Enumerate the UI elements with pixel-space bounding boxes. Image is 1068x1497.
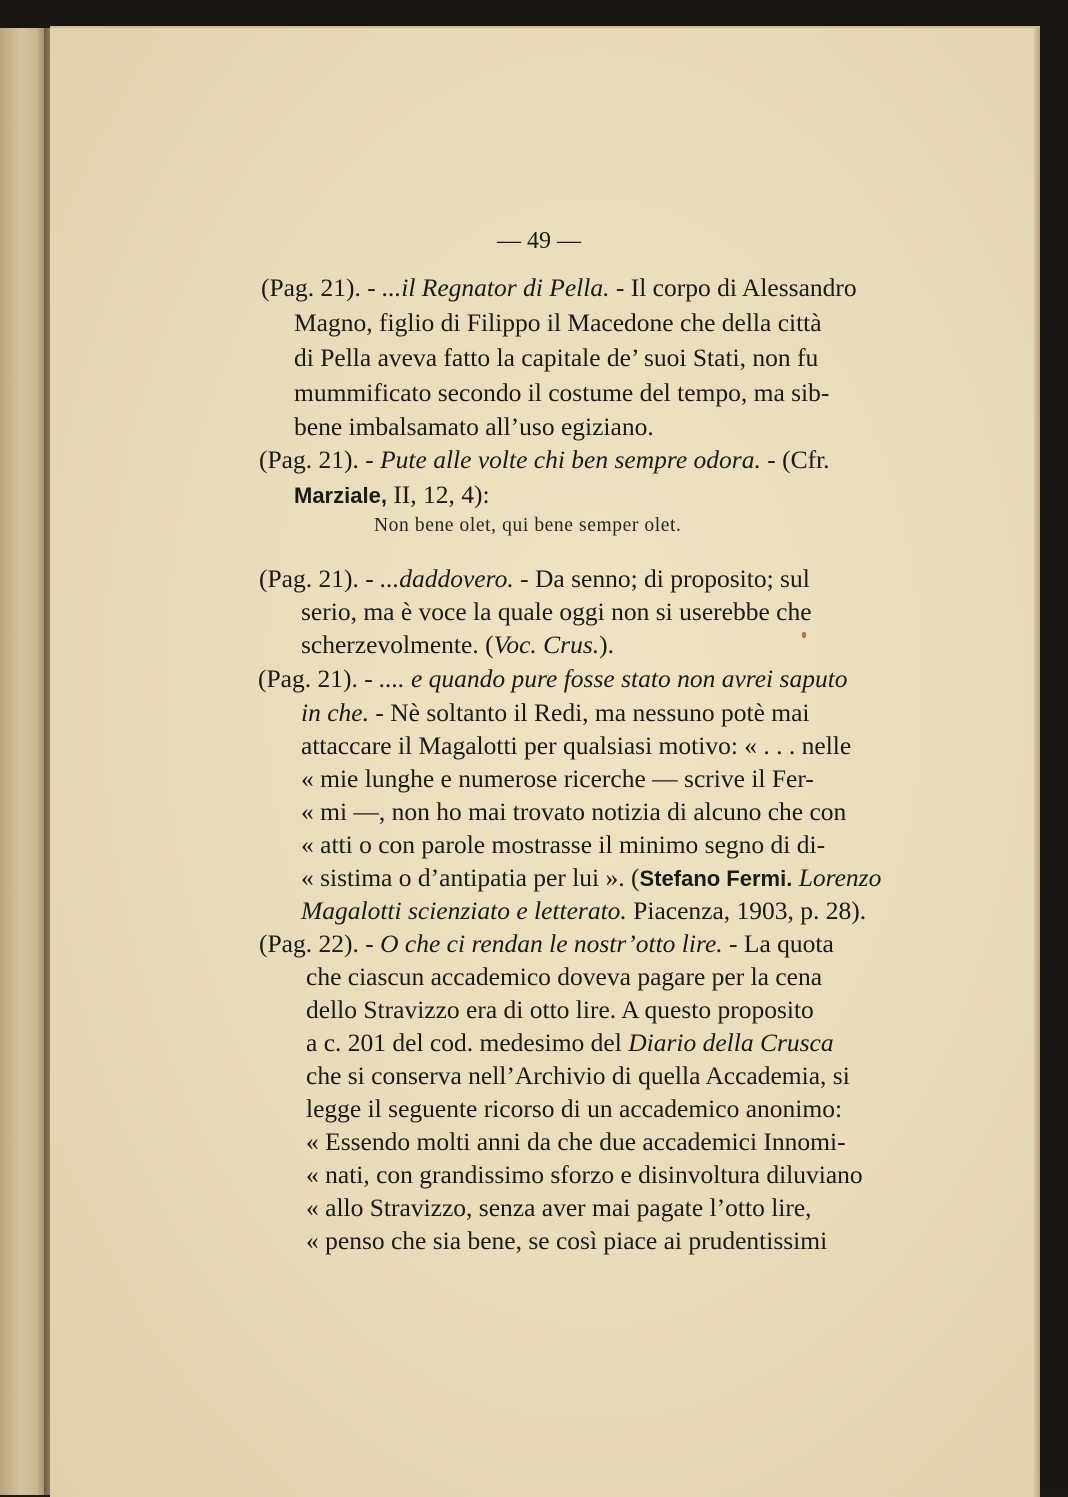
entry-5-line-10: « penso che sia bene, se così piace ai prudentissimi [306, 1226, 828, 1255]
paper-speck [802, 632, 806, 638]
entry-5-line-7: « Essendo molti anni da che due accademici Innomi- [306, 1127, 846, 1156]
entry-4-line-2: in che. - Nè soltanto il Redi, ma nessuno potè mai [301, 698, 810, 727]
entry-1-lemma: ...il Regnator di Pella. [382, 273, 610, 302]
latin-quotation: Non bene olet, qui bene semper olet. [374, 515, 682, 536]
entry-5-line-2: che ciascun accademico doveva pagare per la cena [306, 962, 823, 991]
entry-1-line-1: (Pag. 21). - ...il Regnator di Pella. - Il corpo di Alessandro [261, 273, 857, 302]
entry-5-line-5: che si conserva nell’Archivio di quella Accademia, si [306, 1061, 850, 1090]
entry-1-line-4: mummificato secondo il costume del tempo, ma sib- [294, 378, 830, 407]
entry-1-line-5: bene imbalsamato all’uso egiziano. [294, 412, 654, 441]
entry-4-line-7: « sistima o d’antipatia per lui ». (Stefano Fermi. Lorenzo [301, 863, 882, 892]
entry-4-line-4: « mie lunghe e numerose ricerche — scrive il Fer- [301, 764, 814, 793]
author-marziale: Marziale, [294, 483, 387, 508]
entry-2-line-2: Marziale, II, 12, 4): [294, 480, 490, 509]
entry-2-line-1: (Pag. 21). - Pute alle volte chi ben sempre odora. - (Cfr. [259, 445, 830, 474]
entry-3-line-2: serio, ma è voce la quale oggi non si userebbe che [301, 597, 812, 626]
entry-5-line-8: « nati, con grandissimo sforzo e disinvoltura diluviano [306, 1160, 863, 1189]
entry-5-lemma: O che ci rendan le nostr’otto lire. [380, 929, 723, 958]
voc-crus-citation: Voc. Crus. [493, 630, 600, 659]
author-stefano-fermi: Stefano Fermi. [639, 866, 793, 891]
entry-5-line-9: « allo Stravizzo, senza aver mai pagate l’otto lire, [306, 1193, 812, 1222]
entry-1-line-3: di Pella aveva fatto la capitale de’ suoi Stati, non fu [294, 343, 819, 372]
entry-3-lemma: ...daddovero. [380, 564, 514, 593]
entry-4-lemma: .... e quando pure fosse stato non avrei saputo [379, 664, 848, 693]
entry-3-line-3: scherzevolmente. (Voc. Crus.). [301, 630, 615, 659]
entry-1-line-2: Magno, figlio di Filippo il Macedone che della città [294, 308, 822, 337]
entry-5-ref: (Pag. 22). [259, 929, 359, 958]
diario-della-crusca-title: Diario della Crusca [628, 1028, 834, 1057]
entry-4-ref: (Pag. 21). [258, 664, 358, 693]
entry-5-line-1: (Pag. 22). - O che ci rendan le nostr’otto lire. - La quota [259, 929, 834, 958]
entry-4-line-3: attaccare il Magalotti per qualsiasi motivo: « . . . nelle [301, 731, 852, 760]
left-page-edge [0, 28, 46, 1495]
entry-2-lemma: Pute alle volte chi ben sempre odora. [380, 445, 761, 474]
entry-4-line-5: « mi —, non ho mai trovato notizia di alcuno che con [301, 797, 847, 826]
entry-4-line-8: Magalotti scienziato e letterato. Piacenza, 1903, p. 28). [301, 896, 867, 925]
entry-2-ref: (Pag. 21). [259, 445, 359, 474]
entry-5-line-4: a c. 201 del cod. medesimo del Diario della Crusca [306, 1028, 834, 1057]
entry-1-ref: (Pag. 21). [261, 273, 361, 302]
entry-3-ref: (Pag. 21). [259, 564, 359, 593]
entry-3-line-1: (Pag. 21). - ...daddovero. - Da senno; di proposito; sul [259, 564, 810, 593]
entry-5-line-3: dello Stravizzo era di otto lire. A questo proposito [306, 995, 814, 1024]
entry-4-line-6: « atti o con parole mostrasse il minimo segno di di- [301, 830, 826, 859]
page-number: — 49 — [497, 228, 581, 254]
entry-4-line-1: (Pag. 21). - .... e quando pure fosse stato non avrei saputo [258, 664, 848, 693]
entry-5-line-6: legge il seguente ricorso di un accademico anonimo: [306, 1094, 843, 1123]
